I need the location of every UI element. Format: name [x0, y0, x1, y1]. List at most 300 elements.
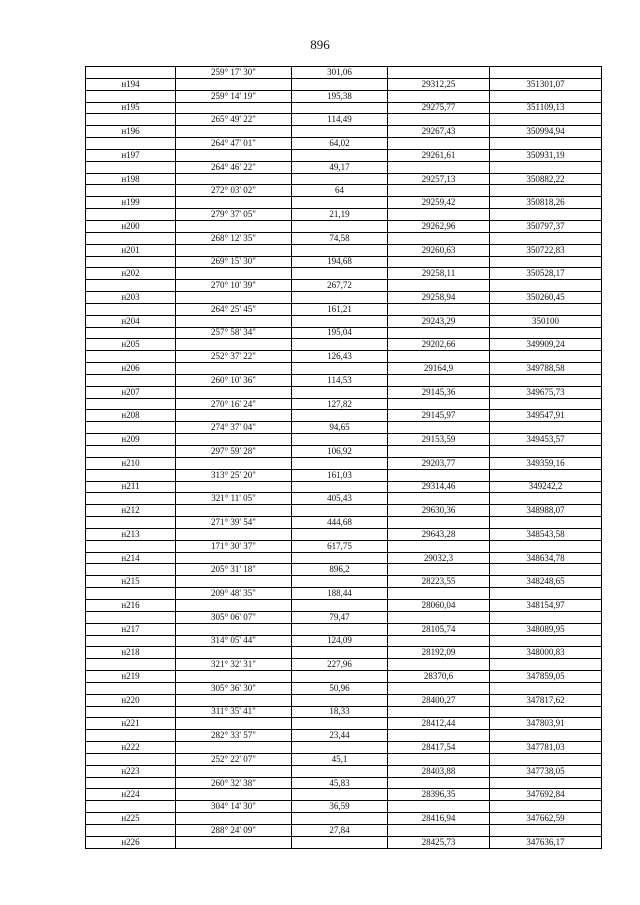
x-coordinate-cell: 29630,36 [388, 505, 490, 517]
x-coordinate-cell: 28192,09 [388, 647, 490, 659]
point-cell [86, 588, 176, 600]
segment-row [86, 280, 602, 292]
point-row [86, 244, 602, 256]
distance-cell: 127,82 [292, 398, 388, 410]
point-row [86, 197, 602, 209]
y-coordinate-cell [490, 256, 602, 268]
y-coordinate-cell: 349675,73 [490, 386, 602, 398]
angle-cell: 259° 17' 30" [176, 67, 292, 79]
angle-cell: 270° 16' 24" [176, 398, 292, 410]
y-coordinate-cell [490, 138, 602, 150]
y-coordinate-cell: 349242,2 [490, 481, 602, 493]
point-cell [86, 540, 176, 552]
x-coordinate-cell: 29257,13 [388, 173, 490, 185]
y-coordinate-cell: 348988,07 [490, 505, 602, 517]
distance-cell [292, 836, 388, 848]
angle-cell [176, 363, 292, 375]
y-coordinate-cell: 347859,05 [490, 671, 602, 683]
angle-cell: 269° 15' 30" [176, 256, 292, 268]
distance-cell: 106,92 [292, 446, 388, 458]
point-cell: н216 [86, 599, 176, 611]
x-coordinate-cell [388, 588, 490, 600]
angle-cell [176, 576, 292, 588]
y-coordinate-cell [490, 398, 602, 410]
y-coordinate-cell: 350797,37 [490, 220, 602, 232]
y-coordinate-cell [490, 682, 602, 694]
distance-cell [292, 765, 388, 777]
distance-cell: 267,72 [292, 280, 388, 292]
angle-cell [176, 599, 292, 611]
y-coordinate-cell: 348634,78 [490, 552, 602, 564]
x-coordinate-cell: 29314,46 [388, 481, 490, 493]
point-cell: н200 [86, 220, 176, 232]
distance-cell [292, 292, 388, 304]
x-coordinate-cell: 28400,27 [388, 694, 490, 706]
y-coordinate-cell [490, 185, 602, 197]
segment-row [86, 185, 602, 197]
point-row [86, 339, 602, 351]
x-coordinate-cell [388, 564, 490, 576]
angle-cell [176, 647, 292, 659]
page-number: 896 [310, 37, 330, 52]
x-coordinate-cell [388, 327, 490, 339]
x-coordinate-cell [388, 517, 490, 529]
angle-cell: 264° 47' 01" [176, 138, 292, 150]
distance-cell [292, 78, 388, 90]
x-coordinate-cell [388, 777, 490, 789]
y-coordinate-cell [490, 777, 602, 789]
x-coordinate-cell: 28370,6 [388, 671, 490, 683]
y-coordinate-cell [490, 493, 602, 505]
angle-cell: 304° 14' 30" [176, 801, 292, 813]
point-cell [86, 706, 176, 718]
y-coordinate-cell [490, 753, 602, 765]
point-cell: н203 [86, 292, 176, 304]
distance-cell [292, 410, 388, 422]
distance-cell: 49,17 [292, 161, 388, 173]
y-coordinate-cell [490, 540, 602, 552]
y-coordinate-cell: 350100 [490, 315, 602, 327]
x-coordinate-cell: 29275,77 [388, 102, 490, 114]
y-coordinate-cell [490, 706, 602, 718]
x-coordinate-cell: 29202,66 [388, 339, 490, 351]
point-row [86, 457, 602, 469]
x-coordinate-cell [388, 90, 490, 102]
distance-cell: 74,58 [292, 232, 388, 244]
x-coordinate-cell [388, 67, 490, 79]
x-coordinate-cell [388, 138, 490, 150]
x-coordinate-cell [388, 351, 490, 363]
point-row [86, 694, 602, 706]
x-coordinate-cell: 28060,04 [388, 599, 490, 611]
angle-cell [176, 813, 292, 825]
y-coordinate-cell: 348543,58 [490, 528, 602, 540]
angle-cell [176, 505, 292, 517]
y-coordinate-cell: 348000,83 [490, 647, 602, 659]
y-coordinate-cell: 350722,83 [490, 244, 602, 256]
angle-cell [176, 742, 292, 754]
point-cell [86, 280, 176, 292]
distance-cell: 126,43 [292, 351, 388, 363]
point-row [86, 836, 602, 848]
point-row [86, 576, 602, 588]
distance-cell [292, 505, 388, 517]
x-coordinate-cell [388, 540, 490, 552]
point-row [86, 528, 602, 540]
distance-cell [292, 623, 388, 635]
angle-cell [176, 197, 292, 209]
y-coordinate-cell [490, 588, 602, 600]
point-cell: н209 [86, 434, 176, 446]
distance-cell: 301,06 [292, 67, 388, 79]
y-coordinate-cell: 347817,62 [490, 694, 602, 706]
y-coordinate-cell [490, 232, 602, 244]
y-coordinate-cell [490, 327, 602, 339]
angle-cell: 305° 36' 30" [176, 682, 292, 694]
distance-cell: 114,49 [292, 114, 388, 126]
point-cell: н213 [86, 528, 176, 540]
segment-row [86, 469, 602, 481]
angle-cell: 272° 03' 02" [176, 185, 292, 197]
distance-cell [292, 528, 388, 540]
angle-cell [176, 78, 292, 90]
point-cell [86, 753, 176, 765]
distance-cell [292, 789, 388, 801]
point-cell: н205 [86, 339, 176, 351]
x-coordinate-cell [388, 635, 490, 647]
point-cell [86, 209, 176, 221]
y-coordinate-cell: 350931,19 [490, 149, 602, 161]
angle-cell: 297° 59' 28" [176, 446, 292, 458]
y-coordinate-cell: 349788,58 [490, 363, 602, 375]
segment-row [86, 517, 602, 529]
segment-row [86, 374, 602, 386]
point-cell: н204 [86, 315, 176, 327]
distance-cell: 94,65 [292, 422, 388, 434]
point-cell [86, 611, 176, 623]
angle-cell [176, 481, 292, 493]
x-coordinate-cell: 28105,74 [388, 623, 490, 635]
point-cell: н202 [86, 268, 176, 280]
point-row [86, 623, 602, 635]
segment-row [86, 564, 602, 576]
point-cell: н194 [86, 78, 176, 90]
distance-cell: 18,33 [292, 706, 388, 718]
y-coordinate-cell [490, 422, 602, 434]
x-coordinate-cell: 28425,73 [388, 836, 490, 848]
x-coordinate-cell: 28412,44 [388, 718, 490, 730]
x-coordinate-cell: 28403,88 [388, 765, 490, 777]
point-cell: н222 [86, 742, 176, 754]
x-coordinate-cell [388, 493, 490, 505]
angle-cell [176, 268, 292, 280]
angle-cell [176, 386, 292, 398]
x-coordinate-cell: 29260,63 [388, 244, 490, 256]
angle-cell [176, 694, 292, 706]
angle-cell: 321° 32' 31" [176, 659, 292, 671]
x-coordinate-cell: 29153,59 [388, 434, 490, 446]
distance-cell [292, 244, 388, 256]
angle-cell: 288° 24' 09" [176, 825, 292, 837]
y-coordinate-cell: 347781,03 [490, 742, 602, 754]
point-row [86, 813, 602, 825]
point-cell: н198 [86, 173, 176, 185]
segment-row [86, 327, 602, 339]
angle-cell: 282° 33' 57" [176, 730, 292, 742]
x-coordinate-cell [388, 209, 490, 221]
y-coordinate-cell: 347738,05 [490, 765, 602, 777]
angle-cell [176, 339, 292, 351]
segment-row [86, 161, 602, 173]
point-cell: н196 [86, 126, 176, 138]
segment-row [86, 730, 602, 742]
y-coordinate-cell [490, 351, 602, 363]
point-cell [86, 517, 176, 529]
x-coordinate-cell [388, 706, 490, 718]
distance-cell [292, 173, 388, 185]
distance-cell [292, 742, 388, 754]
y-coordinate-cell [490, 801, 602, 813]
distance-cell: 188,44 [292, 588, 388, 600]
distance-cell: 405,43 [292, 493, 388, 505]
segment-row [86, 398, 602, 410]
point-row [86, 647, 602, 659]
x-coordinate-cell: 29262,96 [388, 220, 490, 232]
y-coordinate-cell [490, 303, 602, 315]
point-cell: н211 [86, 481, 176, 493]
angle-cell [176, 126, 292, 138]
point-row [86, 765, 602, 777]
point-cell: н224 [86, 789, 176, 801]
angle-cell: 268° 12' 35" [176, 232, 292, 244]
angle-cell: 252° 37' 22" [176, 351, 292, 363]
segment-row [86, 682, 602, 694]
point-row [86, 315, 602, 327]
segment-row [86, 635, 602, 647]
angle-cell: 209° 48' 35" [176, 588, 292, 600]
distance-cell: 45,83 [292, 777, 388, 789]
segment-row [86, 351, 602, 363]
angle-cell [176, 410, 292, 422]
y-coordinate-cell [490, 469, 602, 481]
x-coordinate-cell [388, 256, 490, 268]
distance-cell [292, 220, 388, 232]
point-row [86, 552, 602, 564]
angle-cell: 171° 30' 37" [176, 540, 292, 552]
y-coordinate-cell [490, 90, 602, 102]
angle-cell [176, 244, 292, 256]
y-coordinate-cell: 351109,13 [490, 102, 602, 114]
y-coordinate-cell: 349909,24 [490, 339, 602, 351]
x-coordinate-cell [388, 303, 490, 315]
distance-cell [292, 481, 388, 493]
point-cell: н210 [86, 457, 176, 469]
distance-cell: 23,44 [292, 730, 388, 742]
distance-cell: 50,96 [292, 682, 388, 694]
segment-row [86, 777, 602, 789]
angle-cell: 264° 46' 22" [176, 161, 292, 173]
angle-cell: 264° 25' 45" [176, 303, 292, 315]
x-coordinate-cell: 29261,61 [388, 149, 490, 161]
distance-cell [292, 552, 388, 564]
angle-cell [176, 173, 292, 185]
point-cell [86, 493, 176, 505]
point-cell [86, 232, 176, 244]
segment-row [86, 588, 602, 600]
y-coordinate-cell: 350260,45 [490, 292, 602, 304]
y-coordinate-cell [490, 67, 602, 79]
point-row [86, 599, 602, 611]
point-cell: н223 [86, 765, 176, 777]
point-cell: н199 [86, 197, 176, 209]
segment-row [86, 422, 602, 434]
y-coordinate-cell: 348154,97 [490, 599, 602, 611]
point-cell: н195 [86, 102, 176, 114]
distance-cell: 36,59 [292, 801, 388, 813]
angle-cell: 270° 10' 39" [176, 280, 292, 292]
point-row [86, 434, 602, 446]
distance-cell: 444,68 [292, 517, 388, 529]
segment-row [86, 303, 602, 315]
segment-row [86, 801, 602, 813]
point-cell [86, 422, 176, 434]
x-coordinate-cell: 29258,94 [388, 292, 490, 304]
point-row [86, 481, 602, 493]
angle-cell: 265° 49' 22" [176, 114, 292, 126]
angle-cell [176, 220, 292, 232]
y-coordinate-cell [490, 730, 602, 742]
x-coordinate-cell [388, 185, 490, 197]
point-cell: н214 [86, 552, 176, 564]
distance-cell [292, 694, 388, 706]
y-coordinate-cell [490, 825, 602, 837]
distance-cell [292, 434, 388, 446]
x-coordinate-cell [388, 611, 490, 623]
point-cell: н217 [86, 623, 176, 635]
point-cell [86, 114, 176, 126]
coordinates-table-body [86, 67, 602, 849]
segment-row [86, 611, 602, 623]
distance-cell: 21,19 [292, 209, 388, 221]
y-coordinate-cell: 351301,07 [490, 78, 602, 90]
point-cell [86, 303, 176, 315]
distance-cell: 114,53 [292, 374, 388, 386]
x-coordinate-cell: 29145,36 [388, 386, 490, 398]
distance-cell [292, 457, 388, 469]
distance-cell: 124,09 [292, 635, 388, 647]
point-cell: н201 [86, 244, 176, 256]
y-coordinate-cell [490, 446, 602, 458]
point-row [86, 789, 602, 801]
point-row [86, 505, 602, 517]
angle-cell: 305° 06' 07" [176, 611, 292, 623]
angle-cell [176, 457, 292, 469]
angle-cell [176, 671, 292, 683]
distance-cell: 227,96 [292, 659, 388, 671]
point-row [86, 173, 602, 185]
x-coordinate-cell [388, 469, 490, 481]
y-coordinate-cell: 347692,84 [490, 789, 602, 801]
x-coordinate-cell [388, 730, 490, 742]
y-coordinate-cell: 348089,95 [490, 623, 602, 635]
angle-cell: 274° 37' 04" [176, 422, 292, 434]
angle-cell [176, 623, 292, 635]
point-cell [86, 682, 176, 694]
x-coordinate-cell: 28416,94 [388, 813, 490, 825]
y-coordinate-cell [490, 114, 602, 126]
y-coordinate-cell: 347662,59 [490, 813, 602, 825]
angle-cell [176, 528, 292, 540]
angle-cell [176, 789, 292, 801]
point-cell: н225 [86, 813, 176, 825]
angle-cell [176, 292, 292, 304]
point-cell [86, 374, 176, 386]
y-coordinate-cell: 349359,16 [490, 457, 602, 469]
y-coordinate-cell [490, 209, 602, 221]
segment-row [86, 446, 602, 458]
segment-row [86, 232, 602, 244]
distance-cell [292, 339, 388, 351]
y-coordinate-cell [490, 280, 602, 292]
point-cell [86, 635, 176, 647]
segment-row [86, 67, 602, 79]
angle-cell [176, 434, 292, 446]
point-row [86, 292, 602, 304]
x-coordinate-cell [388, 659, 490, 671]
point-row [86, 102, 602, 114]
distance-cell [292, 126, 388, 138]
x-coordinate-cell [388, 682, 490, 694]
x-coordinate-cell: 29164,9 [388, 363, 490, 375]
point-cell [86, 327, 176, 339]
x-coordinate-cell: 29145,97 [388, 410, 490, 422]
point-cell [86, 777, 176, 789]
x-coordinate-cell [388, 114, 490, 126]
segment-row [86, 825, 602, 837]
distance-cell [292, 102, 388, 114]
point-cell [86, 469, 176, 481]
point-cell [86, 351, 176, 363]
angle-cell [176, 765, 292, 777]
angle-cell: 205° 31' 18" [176, 564, 292, 576]
x-coordinate-cell [388, 280, 490, 292]
segment-row [86, 114, 602, 126]
y-coordinate-cell [490, 564, 602, 576]
segment-row [86, 138, 602, 150]
point-row [86, 78, 602, 90]
x-coordinate-cell [388, 801, 490, 813]
angle-cell [176, 718, 292, 730]
y-coordinate-cell: 347636,17 [490, 836, 602, 848]
distance-cell: 161,21 [292, 303, 388, 315]
x-coordinate-cell [388, 161, 490, 173]
x-coordinate-cell: 29203,77 [388, 457, 490, 469]
segment-row [86, 706, 602, 718]
distance-cell [292, 576, 388, 588]
angle-cell: 260° 32' 38" [176, 777, 292, 789]
y-coordinate-cell: 350818,26 [490, 197, 602, 209]
distance-cell: 195,04 [292, 327, 388, 339]
x-coordinate-cell [388, 398, 490, 410]
x-coordinate-cell: 29643,28 [388, 528, 490, 540]
distance-cell [292, 599, 388, 611]
point-row [86, 671, 602, 683]
y-coordinate-cell: 349547,91 [490, 410, 602, 422]
segment-row [86, 256, 602, 268]
x-coordinate-cell [388, 825, 490, 837]
distance-cell [292, 315, 388, 327]
point-cell: н207 [86, 386, 176, 398]
